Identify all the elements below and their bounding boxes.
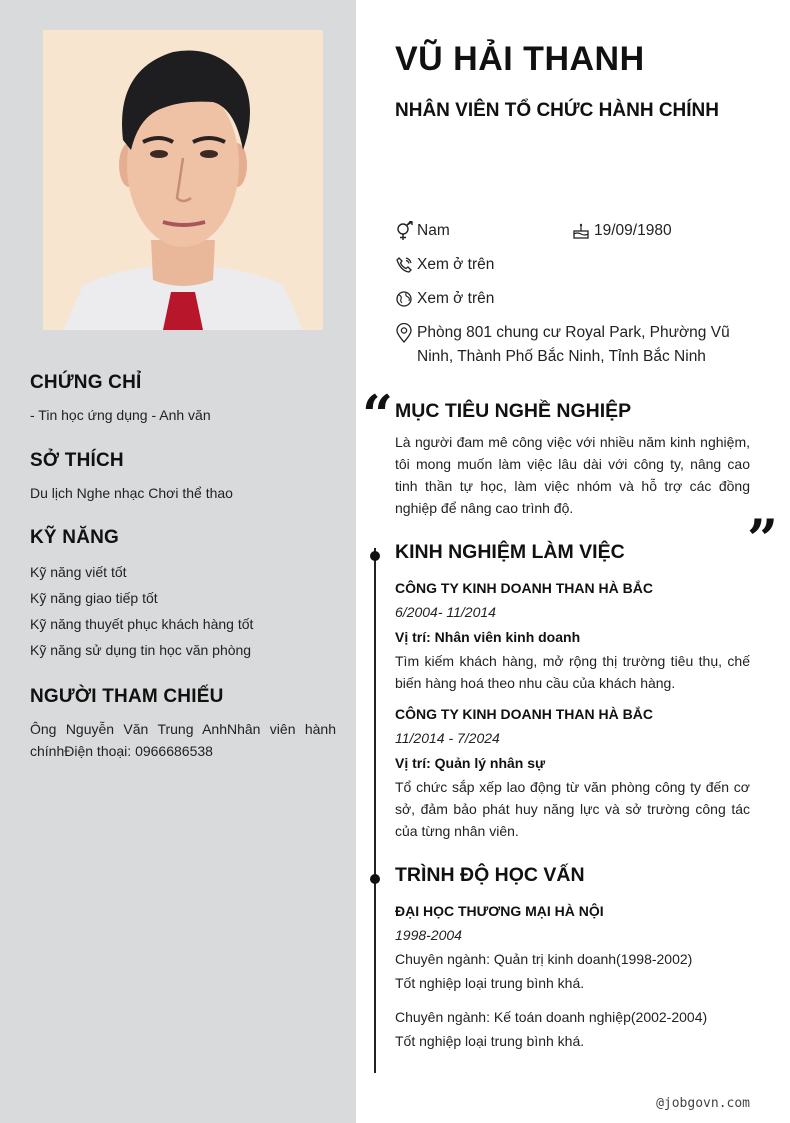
skills-section [30,527,336,663]
experience-description: Tìm kiếm khách hàng, mở rộng thị trường tiêu thụ, chế biến hàng hoá theo nhu cầu của khách hàng. [395,653,750,691]
birthday-cake-icon [572,219,594,243]
objective-text: Là người đam mê công việc với nhiều năm kinh nghiệm, tôi mong muốn làm việc lâu dài với công ty, nâng cao tinh thần tự học, làm việc nhóm và hỗ trợ các đồng nghiệp để nâng cao trình độ. [395,434,750,516]
birthday-value: 19/09/1980 [594,222,672,239]
close-quote-icon: ” [747,507,779,571]
phone-value: Xem ở trên [417,256,495,273]
hobbies-title: SỞ THÍCH [30,450,124,471]
footer-watermark: @jobgovn.com [656,1096,750,1111]
skill-item: Kỹ năng thuyết phục khách hàng tốt [30,616,254,632]
phone-icon [395,253,417,277]
hobbies-section [30,450,336,504]
candidate-name: VŨ HẢI THANH [395,40,645,78]
skill-item: Kỹ năng sử dụng tin học văn phòng [30,642,252,658]
timeline-line [374,548,376,1073]
references-section [30,686,336,762]
certificates-section [30,372,336,426]
job-title: NHÂN VIÊN TỔ CHỨC HÀNH CHÍNH [395,100,719,121]
timeline-dot [370,551,380,561]
sidebar [0,0,356,1123]
education-school: ĐẠI HỌC THƯƠNG MẠI HÀ NỘI [395,903,604,919]
birthday-row [572,219,672,243]
education-major: Chuyên ngành: Kế toán doanh nghiệp(2002-2004) [395,1009,708,1025]
experience-period: 6/2004- 11/2014 [395,604,496,620]
profile-photo [43,30,323,330]
globe-icon [395,287,417,311]
address-value: Phòng 801 chung cư Royal Park, Phường Vũ Ninh, Thành Phố Bắc Ninh, Tỉnh Bắc Ninh [417,324,730,365]
address-row [395,321,755,369]
certificates-title: CHỨNG CHỈ [30,372,142,393]
experience-company: CÔNG TY KINH DOANH THAN HÀ BẮC [395,580,653,596]
education-result: Tốt nghiệp loại trung bình khá. [395,1033,585,1049]
education-period: 1998-2004 [395,927,462,943]
map-pin-icon [395,321,417,345]
objective-title: MỤC TIÊU NGHỀ NGHIỆP [395,400,632,422]
references-title: NGƯỜI THAM CHIẾU [30,686,224,707]
gender-value: Nam [417,222,450,239]
experience-description: Tổ chức sắp xếp lao động từ văn phòng công ty đến cơ sở, đảm bảo phát huy năng lực và sở trường công tác của từng nhân viên. [395,779,750,839]
education-title: TRÌNH ĐỘ HỌC VẤN [395,864,585,886]
portrait-image [43,30,323,330]
experience-position: Vị trí: Nhân viên kinh doanh [395,629,581,645]
website-value: Xem ở trên [417,290,495,307]
experience-title: KINH NGHIỆM LÀM VIỆC [395,541,625,563]
skill-item: Kỹ năng giao tiếp tốt [30,590,158,606]
main-content [356,0,790,1123]
phone-row [395,253,494,277]
experience-company: CÔNG TY KINH DOANH THAN HÀ BẮC [395,706,653,722]
references-text: Ông Nguyễn Văn Trung AnhNhân viên hành chínhĐiện thoại: 0966686538 [30,721,336,759]
skill-item: Kỹ năng viết tốt [30,564,127,580]
experience-period: 11/2014 - 7/2024 [395,730,500,746]
education-major: Chuyên ngành: Quản trị kinh doanh(1998-2002) [395,951,693,967]
gender-icon [395,219,417,243]
hobbies-text: Du lịch Nghe nhạc Chơi thể thao [30,485,233,501]
education-result: Tốt nghiệp loại trung bình khá. [395,975,585,991]
timeline-dot [370,874,380,884]
open-quote-icon: “ [362,383,394,447]
skills-title: KỸ NĂNG [30,527,120,548]
certificates-text: - Tin học ứng dụng - Anh văn [30,407,211,423]
gender-row [395,219,450,243]
website-row [395,287,494,311]
experience-position: Vị trí: Quản lý nhân sự [395,755,546,771]
